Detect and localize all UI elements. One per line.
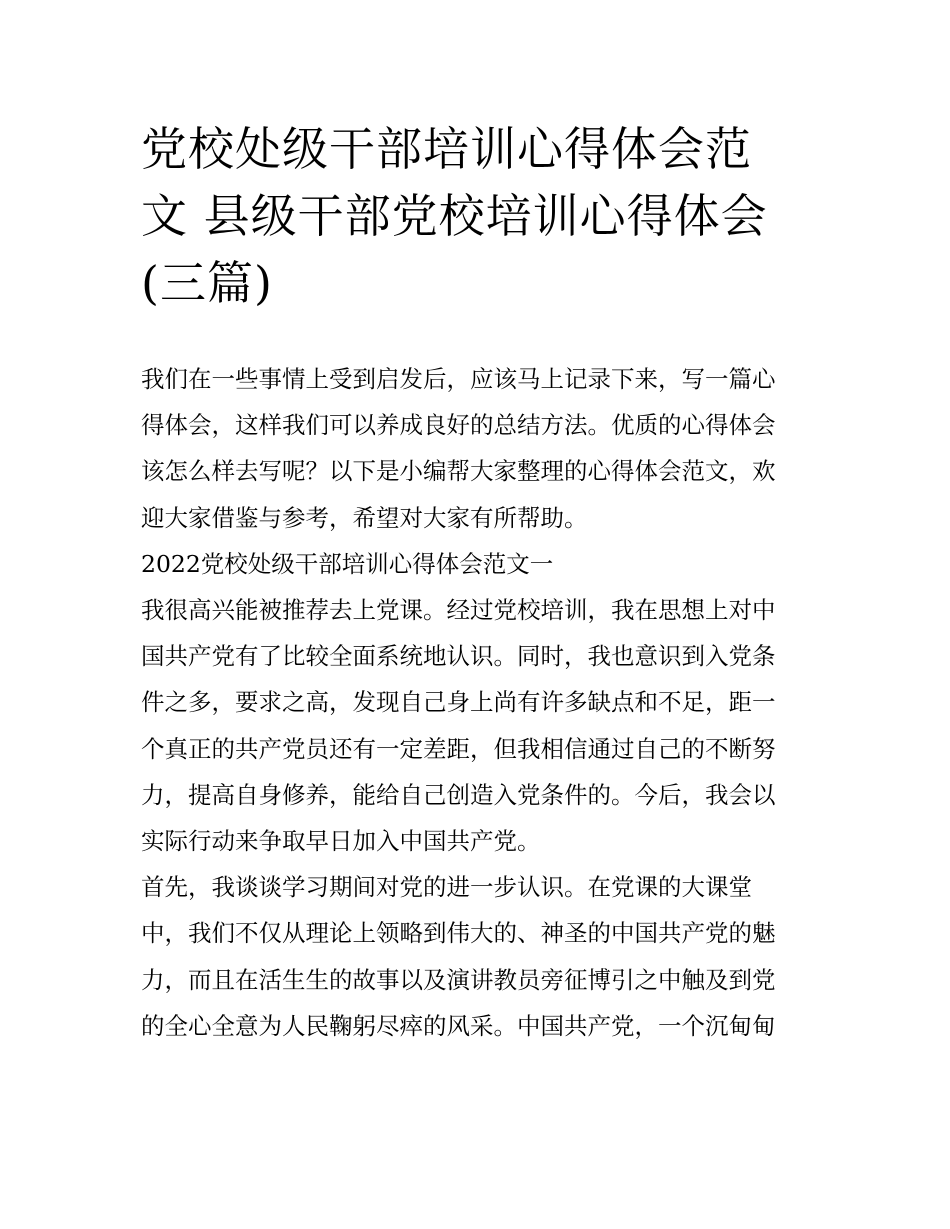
- intro-line: 迎大家借鉴与参考，希望对大家有所帮助。: [141, 503, 588, 532]
- intro-line: 该怎么样去写呢？以下是小编帮大家整理的心得体会范文，欢: [141, 457, 776, 486]
- document-body: [141, 356, 821, 1049]
- intro-paragraph: [141, 356, 821, 541]
- section-heading-text: 2022党校处级干部培训心得体会范文一: [141, 549, 554, 578]
- document-title: [141, 116, 821, 317]
- paragraph-line: 个真正的共产党员还有一定差距，但我相信通过自己的不断努: [141, 734, 776, 763]
- paragraph-line: 我很高兴能被推荐去上党课。经过党校培训，我在思想上对中: [141, 596, 776, 625]
- paragraph-line: 力，提高自身修养，能给自己创造入党条件的。今后，我会以: [141, 780, 776, 809]
- paragraph-line: 的全心全意为人民鞠躬尽瘁的风采。中国共产党，一个沉甸甸: [141, 1011, 776, 1040]
- paragraph-line: 实际行动来争取早日加入中国共产党。: [141, 827, 541, 856]
- paragraph-2: [141, 864, 821, 1049]
- paragraph-line: 力，而且在活生生的故事以及演讲教员旁征博引之中触及到党: [141, 965, 776, 994]
- intro-line: 得体会，这样我们可以养成良好的总结方法。优质的心得体会: [141, 411, 776, 440]
- paragraph-line: 国共产党有了比较全面系统地认识。同时，我也意识到入党条: [141, 642, 776, 671]
- intro-line: 我们在一些事情上受到启发后，应该马上记录下来，写一篇心: [141, 365, 776, 393]
- paragraph-1: [141, 587, 821, 864]
- paragraph-line: 件之多，要求之高，发现自己身上尚有许多缺点和不足，距一: [141, 688, 776, 717]
- title-line-3: (三篇): [141, 256, 273, 310]
- paragraph-line: 中，我们不仅从理论上领略到伟大的、神圣的中国共产党的魅: [141, 919, 776, 948]
- section-heading: [141, 541, 821, 587]
- title-line-1: 党校处级干部培训心得体会范: [141, 122, 752, 176]
- title-line-2: 文 县级干部党校培训心得体会: [141, 189, 768, 243]
- paragraph-line: 首先，我谈谈学习期间对党的进一步认识。在党课的大课堂: [141, 873, 752, 902]
